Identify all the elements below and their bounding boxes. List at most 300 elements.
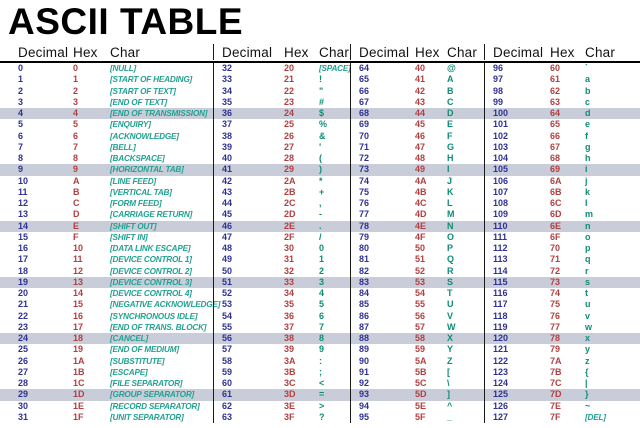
hex-cell: 2D	[284, 209, 296, 220]
table-row	[351, 243, 484, 254]
table-row	[485, 74, 640, 85]
char-cell: [BELL]	[110, 142, 136, 152]
char-cell: a	[585, 74, 591, 85]
decimal-cell: 5	[18, 119, 24, 130]
table-row	[351, 187, 484, 198]
hex-cell: 75	[550, 299, 561, 310]
table-row	[351, 412, 484, 423]
decimal-cell: 27	[18, 366, 29, 377]
hex-cell: 73	[550, 276, 561, 287]
hex-cell: 1	[73, 74, 79, 85]
decimal-cell: 114	[493, 265, 508, 276]
hex-cell: 16	[73, 310, 84, 321]
table-row	[351, 221, 484, 232]
table-row	[485, 142, 640, 153]
hex-cell: 4B	[415, 186, 427, 197]
table-row	[351, 344, 484, 355]
hex-cell: 17	[73, 321, 84, 332]
hex-cell: 70	[550, 243, 561, 253]
hex-cell: 61	[550, 74, 561, 85]
hex-cell: 5	[73, 119, 79, 130]
decimal-cell: 110	[493, 220, 508, 231]
char-cell: !	[319, 74, 322, 85]
decimal-cell: 75	[359, 186, 370, 197]
char-cell: \	[447, 378, 450, 388]
char-cell: q	[585, 254, 591, 265]
char-cell: g	[585, 141, 591, 152]
hex-cell: 72	[550, 265, 561, 276]
decimal-cell: 46	[222, 220, 233, 231]
hex-cell: 20	[284, 63, 295, 73]
char-cell: r	[585, 265, 589, 276]
char-cell: j	[585, 175, 588, 186]
hex-cell: 25	[284, 119, 295, 130]
table-row	[351, 232, 484, 243]
char-cell: W	[447, 321, 456, 332]
char-cell: [UNIT SEPARATOR]	[110, 412, 184, 422]
decimal-cell: 14	[18, 220, 29, 231]
char-cell: x	[585, 333, 591, 343]
table-row	[0, 198, 213, 209]
decimal-cell: 13	[18, 209, 29, 220]
hex-cell: 76	[550, 310, 561, 321]
hex-cell: 4D	[415, 209, 427, 220]
hex-cell: 64	[550, 108, 561, 118]
char-cell: F	[447, 130, 453, 141]
table-row	[214, 119, 350, 130]
hex-cell: 71	[550, 254, 561, 265]
char-cell: [FILE SEPARATOR]	[110, 379, 183, 388]
table-row	[485, 153, 640, 164]
hex-cell: 0	[73, 63, 79, 73]
decimal-cell: 39	[222, 141, 233, 152]
hex-cell: 12	[73, 265, 84, 276]
char-cell: `	[585, 63, 588, 73]
char-cell: i	[585, 164, 588, 175]
hex-cell: 78	[550, 333, 561, 343]
char-cell: 7	[319, 321, 325, 332]
table-row	[214, 198, 350, 209]
hex-cell: 6A	[550, 175, 562, 186]
table-row	[351, 142, 484, 153]
ascii-table	[0, 44, 640, 423]
hex-cell: 1D	[73, 389, 85, 400]
char-cell: T	[447, 288, 453, 298]
char-cell: [END OF TRANSMISSION]	[110, 109, 208, 118]
hex-cell: 74	[550, 288, 561, 298]
char-cell: K	[447, 186, 454, 197]
hex-cell: 3C	[284, 378, 296, 388]
table-row	[485, 97, 640, 108]
char-cell: ~	[585, 400, 591, 411]
char-cell: h	[585, 153, 591, 163]
hex-cell: 2	[73, 85, 79, 96]
char-cell: &	[319, 130, 326, 141]
table-row	[214, 108, 350, 119]
hex-cell: 4F	[415, 231, 426, 242]
decimal-cell: 83	[359, 276, 370, 287]
decimal-cell: 38	[222, 130, 233, 141]
decimal-cell: 62	[222, 400, 233, 411]
table-row	[351, 63, 484, 74]
decimal-cell: 80	[359, 243, 370, 253]
decimal-cell: 53	[222, 299, 233, 310]
table-row	[0, 74, 213, 85]
char-cell: b	[585, 85, 591, 96]
header-label: Hex	[415, 45, 440, 60]
char-cell: 5	[319, 299, 325, 310]
table-row	[0, 344, 213, 355]
hex-cell: 7C	[550, 378, 562, 388]
decimal-cell: 71	[359, 141, 370, 152]
decimal-cell: 25	[18, 344, 29, 355]
table-row	[351, 131, 484, 142]
hex-cell: 59	[415, 344, 426, 355]
decimal-cell: 99	[493, 96, 504, 107]
hex-cell: 2F	[284, 231, 295, 242]
char-cell: [BACKSPACE]	[110, 154, 165, 163]
char-cell: [HORIZONTAL TAB]	[110, 165, 184, 175]
decimal-cell: 76	[359, 198, 370, 208]
char-cell: G	[447, 141, 455, 152]
table-row	[214, 378, 350, 389]
hex-cell: 6	[73, 130, 79, 141]
hex-cell: 47	[415, 141, 426, 152]
table-row	[351, 266, 484, 277]
hex-cell: 38	[284, 333, 295, 343]
char-cell: n	[585, 220, 591, 231]
table-row	[0, 108, 213, 119]
table-row	[485, 187, 640, 198]
table-row	[351, 356, 484, 367]
table-row	[0, 131, 213, 142]
char-cell: )	[319, 164, 322, 175]
header-label: Hex	[550, 45, 575, 60]
decimal-cell: 69	[359, 119, 370, 130]
decimal-cell: 96	[493, 63, 504, 73]
decimal-cell: 101	[493, 119, 509, 130]
hex-cell: 63	[550, 96, 561, 107]
decimal-cell: 104	[493, 153, 509, 163]
decimal-cell: 9	[18, 164, 24, 175]
char-cell: (	[319, 153, 322, 163]
hex-cell: 5C	[415, 378, 427, 388]
decimal-cell: 126	[493, 400, 509, 411]
table-row	[214, 266, 350, 277]
decimal-cell: 109	[493, 209, 509, 220]
decimal-cell: 4	[18, 108, 24, 118]
decimal-cell: 54	[222, 310, 233, 321]
table-row	[351, 74, 484, 85]
char-cell: S	[447, 276, 454, 287]
char-cell: ]	[447, 389, 450, 400]
char-cell: l	[585, 198, 588, 208]
char-cell: =	[319, 389, 325, 400]
table-row	[485, 322, 640, 333]
hex-cell: 39	[284, 344, 295, 355]
char-cell: [DEVICE CONTROL 2]	[110, 266, 192, 276]
hex-cell: 68	[550, 153, 561, 163]
header-label: Decimal	[359, 45, 410, 60]
table-row	[351, 153, 484, 164]
decimal-cell: 73	[359, 164, 370, 175]
char-cell: f	[585, 130, 588, 141]
header-label: Decimal	[493, 45, 544, 60]
char-cell: Z	[447, 355, 453, 366]
char-cell: [SPACE]	[319, 64, 351, 73]
table-row	[0, 86, 213, 97]
hex-cell: 58	[415, 333, 426, 343]
char-cell: E	[447, 119, 454, 130]
char-cell: [DEVICE CONTROL 4]	[110, 289, 192, 298]
decimal-cell: 79	[359, 231, 370, 242]
decimal-cell: 36	[222, 108, 233, 118]
decimal-cell: 3	[18, 96, 24, 107]
table-row	[351, 311, 484, 322]
char-cell: c	[585, 96, 591, 107]
char-cell: [END OF TRANS. BLOCK]	[110, 322, 207, 332]
decimal-cell: 12	[18, 198, 29, 208]
table-row	[214, 209, 350, 220]
decimal-cell: 120	[493, 333, 509, 343]
hex-cell: 62	[550, 85, 561, 96]
decimal-cell: 70	[359, 130, 370, 141]
char-cell: R	[447, 265, 454, 276]
hex-cell: 3A	[284, 355, 296, 366]
hex-cell: 4C	[415, 198, 427, 208]
char-cell: y	[585, 344, 591, 355]
char-cell: p	[585, 243, 591, 253]
char-cell: 2	[319, 265, 325, 276]
decimal-cell: 21	[18, 299, 29, 310]
decimal-cell: 102	[493, 130, 509, 141]
decimal-cell: 16	[18, 243, 29, 253]
char-cell: M	[447, 209, 455, 220]
hex-cell: 41	[415, 74, 426, 85]
table-row	[0, 299, 221, 310]
table-row	[214, 254, 350, 265]
hex-cell: 27	[284, 141, 295, 152]
column-group	[350, 63, 484, 423]
hex-cell: 5E	[415, 400, 427, 411]
table-row	[0, 153, 213, 164]
hex-cell: 42	[415, 85, 426, 96]
column-group	[213, 63, 350, 423]
header-label: Char	[585, 45, 616, 60]
table-row	[0, 266, 213, 277]
char-cell: m	[585, 209, 594, 220]
char-cell: [NEGATIVE ACKNOWLEDGE]	[110, 300, 221, 310]
char-cell: I	[447, 164, 450, 175]
hex-cell: 6D	[550, 209, 562, 220]
hex-cell: 55	[415, 299, 426, 310]
decimal-cell: 7	[18, 141, 24, 152]
char-cell: D	[447, 108, 454, 118]
table-row	[485, 243, 640, 254]
table-row	[351, 198, 484, 209]
decimal-cell: 87	[359, 321, 370, 332]
decimal-cell: 23	[18, 321, 29, 332]
table-row	[0, 243, 213, 254]
table-row	[0, 412, 213, 423]
decimal-cell: 117	[493, 299, 508, 310]
decimal-cell: 35	[222, 96, 233, 107]
hex-cell: 53	[415, 276, 426, 287]
decimal-cell: 95	[359, 411, 370, 422]
hex-cell: 9	[73, 164, 79, 175]
table-row	[351, 119, 484, 130]
char-cell: 8	[319, 333, 325, 343]
decimal-cell: 91	[359, 366, 370, 377]
hex-cell: 28	[284, 153, 295, 163]
decimal-cell: 112	[493, 243, 508, 253]
char-cell: [GROUP SEPARATOR]	[110, 390, 195, 400]
decimal-cell: 29	[18, 389, 29, 400]
hex-cell: 40	[415, 63, 426, 73]
table-row	[214, 299, 350, 310]
table-row	[0, 311, 213, 322]
decimal-cell: 100	[493, 108, 509, 118]
char-cell: [END OF TEXT]	[110, 97, 167, 107]
hex-cell: 10	[73, 243, 84, 253]
char-cell: [CANCEL]	[110, 334, 148, 343]
decimal-cell: 30	[18, 400, 29, 411]
decimal-cell: 123	[493, 366, 509, 377]
char-cell: [SYNCHRONOUS IDLE]	[110, 311, 198, 321]
hex-cell: 6E	[550, 220, 562, 231]
table-row	[0, 288, 213, 299]
hex-cell: F	[73, 231, 79, 242]
decimal-cell: 52	[222, 288, 233, 298]
hex-cell: 46	[415, 130, 426, 141]
decimal-cell: 78	[359, 220, 370, 231]
hex-cell: 1F	[73, 411, 84, 422]
hex-cell: 44	[415, 108, 426, 118]
hex-cell: 7E	[550, 400, 562, 411]
table-row	[214, 412, 350, 423]
char-cell: Q	[447, 254, 455, 265]
decimal-cell: 45	[222, 209, 233, 220]
header-label: Char	[110, 45, 141, 60]
decimal-cell: 57	[222, 344, 233, 355]
table-row	[351, 277, 484, 288]
hex-cell: 5D	[415, 389, 427, 400]
char-cell: [SHIFT OUT]	[110, 221, 157, 231]
char-cell: :	[319, 355, 322, 366]
table-row	[0, 176, 213, 187]
table-row	[351, 389, 484, 400]
char-cell: [SHIFT IN]	[110, 232, 148, 242]
decimal-cell: 64	[359, 63, 370, 73]
char-cell: d	[585, 108, 591, 118]
table-row	[214, 243, 350, 254]
decimal-cell: 41	[222, 164, 233, 175]
table-row	[214, 176, 350, 187]
decimal-cell: 84	[359, 288, 370, 298]
table-row	[351, 97, 484, 108]
char-cell: [START OF HEADING]	[110, 75, 193, 85]
char-cell: A	[447, 74, 454, 85]
char-cell: *	[319, 175, 323, 186]
char-cell: w	[585, 321, 593, 332]
hex-cell: 2E	[284, 220, 296, 231]
hex-cell: 3D	[284, 389, 296, 400]
table-row	[485, 412, 640, 423]
hex-cell: 7F	[550, 411, 561, 422]
hex-cell: 2A	[284, 175, 296, 186]
table-row	[0, 232, 213, 243]
char-cell: C	[447, 96, 454, 107]
table-row	[0, 277, 213, 288]
char-cell: H	[447, 153, 454, 163]
table-row	[214, 63, 350, 74]
char-cell: 6	[319, 310, 325, 321]
column-group-header	[0, 44, 213, 60]
hex-cell: 36	[284, 310, 295, 321]
table-row	[214, 322, 350, 333]
char-cell: t	[585, 288, 588, 298]
decimal-cell: 37	[222, 119, 233, 130]
table-row	[485, 311, 640, 322]
char-cell: s	[585, 276, 591, 287]
hex-cell: C	[73, 198, 80, 208]
decimal-cell: 50	[222, 265, 233, 276]
char-cell: N	[447, 220, 454, 231]
decimal-cell: 61	[222, 389, 233, 400]
decimal-cell: 28	[18, 378, 29, 388]
column-group-header	[213, 44, 350, 60]
table-row	[0, 209, 213, 220]
char-cell: 4	[319, 288, 325, 298]
char-cell: [LINE FEED]	[110, 176, 157, 186]
char-cell: V	[447, 310, 454, 321]
hex-cell: 7A	[550, 355, 562, 366]
hex-cell: 50	[415, 243, 426, 253]
decimal-cell: 6	[18, 130, 24, 141]
char-cell: o	[585, 231, 591, 242]
char-cell: z	[585, 355, 590, 366]
char-cell: }	[585, 389, 589, 400]
char-cell: [	[447, 366, 450, 377]
decimal-cell: 8	[18, 153, 24, 163]
char-cell: ;	[319, 366, 322, 377]
column-group-header	[350, 44, 484, 60]
table-row	[214, 288, 350, 299]
table-row	[214, 221, 350, 232]
char-cell: [ACKNOWLEDGE]	[110, 131, 179, 141]
hex-cell: 15	[73, 299, 84, 310]
table-row	[214, 164, 350, 175]
decimal-cell: 111	[493, 231, 508, 242]
table-row	[214, 311, 350, 322]
decimal-cell: 33	[222, 74, 233, 85]
hex-cell: 13	[73, 276, 84, 287]
char-cell: [CARRIAGE RETURN]	[110, 210, 193, 220]
table-row	[485, 119, 640, 130]
char-cell: /	[319, 231, 322, 242]
decimal-cell: 24	[18, 333, 29, 343]
char-cell: ?	[319, 411, 325, 422]
char-cell: '	[319, 141, 322, 152]
decimal-cell: 48	[222, 243, 233, 253]
decimal-cell: 34	[222, 85, 233, 96]
hex-cell: 21	[284, 74, 295, 85]
table-row	[351, 164, 484, 175]
hex-cell: 3F	[284, 411, 295, 422]
ascii-table-body	[0, 63, 640, 423]
decimal-cell: 108	[493, 198, 509, 208]
table-row	[485, 266, 640, 277]
